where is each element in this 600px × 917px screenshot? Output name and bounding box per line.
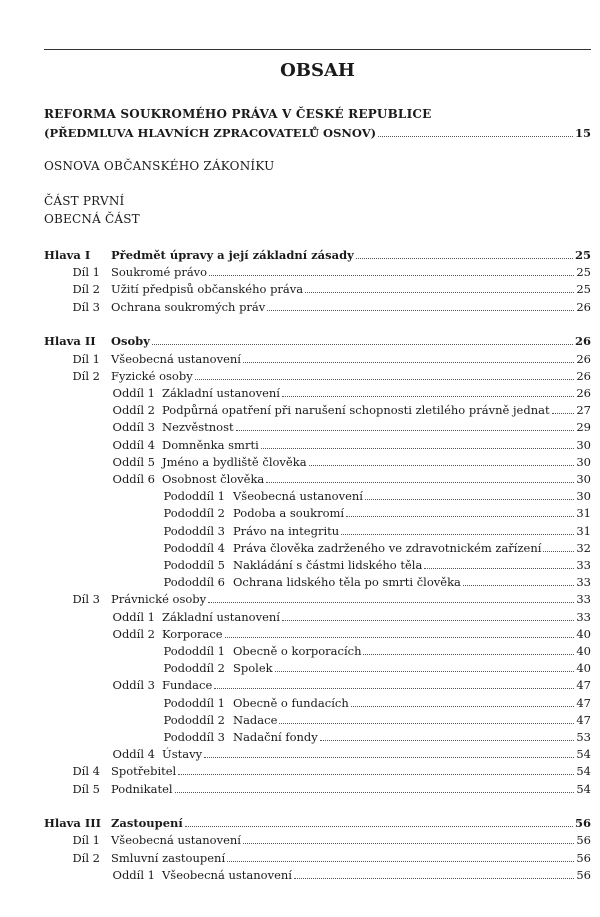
- leader-dots: [195, 369, 575, 380]
- entry-number: Pododdíl 4: [163, 540, 225, 555]
- entry-label: Všeobecná ustanovení: [233, 489, 363, 504]
- toc-entry[interactable]: [111, 333, 591, 349]
- toc-entry[interactable]: [162, 402, 591, 418]
- entry-number: Díl 3: [72, 299, 100, 314]
- entry-number: Pododdíl 6: [163, 575, 225, 590]
- leader-dots: [365, 489, 574, 500]
- page-number: 40: [576, 661, 591, 676]
- toc-entry[interactable]: [111, 299, 591, 315]
- entry-number: Oddíl 3: [112, 420, 155, 435]
- leader-dots: [351, 696, 575, 707]
- leader-dots: [309, 455, 575, 466]
- page-number: 30: [576, 471, 591, 486]
- leader-dots: [346, 506, 574, 517]
- entry-number: Oddíl 2: [112, 403, 155, 418]
- entry-number: Pododdíl 3: [163, 729, 225, 744]
- entry-number: Díl 4: [72, 764, 100, 779]
- toc-entry[interactable]: [233, 712, 591, 728]
- entry-label: Obecně o korporacích: [233, 643, 362, 658]
- leader-dots: [356, 248, 573, 259]
- entry-number: Oddíl 1: [112, 385, 155, 400]
- entry-label: Předmět úpravy a její základní zásady: [111, 248, 354, 262]
- entry-number: Pododdíl 1: [163, 489, 225, 504]
- page-number: 56: [576, 850, 591, 865]
- toc-entry[interactable]: [111, 832, 591, 848]
- toc-entry[interactable]: [233, 695, 591, 711]
- leader-dots: [243, 833, 574, 844]
- entry-number: Pododdíl 2: [163, 506, 225, 521]
- leader-dots: [275, 661, 575, 672]
- leader-dots: [261, 438, 575, 449]
- toc-entry-preface[interactable]: [44, 125, 591, 141]
- toc-entry[interactable]: [111, 763, 591, 779]
- toc-entry[interactable]: [162, 867, 591, 883]
- leader-dots: [424, 558, 574, 569]
- toc-entry[interactable]: [162, 454, 591, 470]
- leader-dots: [214, 678, 574, 689]
- leader-dots: [378, 126, 573, 137]
- entry-number: Díl 1: [72, 351, 100, 366]
- entry-label: Nezvěstnost: [162, 420, 234, 435]
- leader-dots: [152, 334, 573, 345]
- osnova-heading: OSNOVA OBČANSKÉHO ZÁKONÍKU: [44, 159, 275, 173]
- entry-number: Pododdíl 2: [163, 712, 225, 727]
- page-number: 32: [576, 540, 591, 555]
- preface-line1: REFORMA SOUKROMÉHO PRÁVA V ČESKÉ REPUBLICE: [44, 107, 432, 121]
- page-number: 29: [576, 420, 591, 435]
- page-number: 47: [576, 678, 591, 693]
- leader-dots: [363, 644, 574, 655]
- page-number: 31: [576, 523, 591, 538]
- page-number: 54: [576, 781, 591, 796]
- entry-number: Oddíl 4: [112, 437, 155, 452]
- part-heading-2: OBECNÁ ČÁST: [44, 212, 140, 226]
- entry-label: Zastoupení: [111, 816, 183, 831]
- leader-dots: [243, 352, 574, 363]
- leader-dots: [208, 592, 574, 603]
- leader-dots: [320, 730, 575, 741]
- toc-entry[interactable]: [162, 437, 591, 453]
- entry-label: Domněnka smrti: [162, 437, 259, 452]
- toc-entry[interactable]: [111, 368, 591, 384]
- entry-number: Oddíl 2: [112, 626, 155, 641]
- entry-number: Díl 1: [72, 265, 100, 280]
- page-number: 26: [574, 334, 591, 349]
- page-number: 26: [576, 299, 591, 314]
- page-number: 56: [576, 833, 591, 848]
- entry-number: Oddíl 6: [112, 471, 155, 486]
- toc-entry[interactable]: [233, 505, 591, 521]
- toc-entry[interactable]: [233, 557, 591, 573]
- toc-entry[interactable]: [233, 574, 591, 590]
- entry-label: Právnické osoby: [111, 592, 207, 607]
- leader-dots: [175, 782, 575, 793]
- entry-label: Podoba a soukromí: [233, 506, 345, 521]
- entry-label: Smluvní zastoupení: [111, 850, 226, 865]
- page-number: 56: [576, 867, 591, 882]
- toc-entry[interactable]: [111, 281, 591, 297]
- entry-label: Práva člověka zadrženého ve zdravotnickém zařízení: [233, 540, 542, 555]
- entry-number: Oddíl 3: [112, 678, 155, 693]
- entry-label: Korporace: [162, 626, 223, 641]
- entry-number: Pododdíl 5: [163, 557, 225, 572]
- entry-label: Základní ustanovení: [162, 609, 280, 624]
- page-number: 30: [576, 437, 591, 452]
- entry-number: Díl 3: [72, 592, 100, 607]
- entry-label: Soukromé právo: [111, 265, 208, 280]
- page-number: 30: [576, 489, 591, 504]
- toc-entry[interactable]: [111, 815, 591, 831]
- entry-label: Užití předpisů občanského práva: [111, 282, 304, 297]
- toc-entry[interactable]: [162, 385, 591, 401]
- page-number: 47: [576, 712, 591, 727]
- toc-entry[interactable]: [162, 419, 591, 435]
- entry-number: Pododdíl 3: [163, 523, 225, 538]
- toc-entry[interactable]: [233, 523, 591, 539]
- entry-label: Ústavy: [162, 747, 203, 762]
- entry-number: Oddíl 1: [112, 609, 155, 624]
- toc-entry[interactable]: [162, 626, 591, 642]
- leader-dots: [267, 300, 574, 311]
- leader-dots: [266, 472, 574, 483]
- entry-label: Všeobecná ustanovení: [111, 833, 241, 848]
- entry-number: Díl 5: [72, 781, 100, 796]
- page-number: 26: [576, 385, 591, 400]
- toc-entry[interactable]: [233, 660, 591, 676]
- page-number: 25: [576, 265, 591, 280]
- entry-label: Nadační fondy: [233, 729, 318, 744]
- entry-label: Podnikatel: [111, 781, 173, 796]
- leader-dots: [463, 575, 574, 586]
- page-number: 25: [576, 282, 591, 297]
- entry-label: Ochrana soukromých práv: [111, 299, 266, 314]
- leader-dots: [341, 524, 574, 535]
- leader-dots: [294, 868, 574, 879]
- page-number: 25: [574, 248, 591, 262]
- toc-entry[interactable]: [233, 643, 591, 659]
- entry-number: Díl 2: [72, 282, 100, 297]
- toc-entry[interactable]: [111, 264, 591, 280]
- entry-number: Hlava II: [44, 334, 96, 349]
- entry-label: Jméno a bydliště člověka: [162, 454, 307, 469]
- page-number: 15: [574, 126, 591, 140]
- page-number: 27: [576, 403, 591, 418]
- entry-label: Osobnost člověka: [162, 471, 265, 486]
- page-title: OBSAH: [280, 60, 355, 81]
- entry-label: Všeobecná ustanovení: [111, 351, 241, 366]
- toc-entry[interactable]: [111, 247, 591, 263]
- entry-number: Hlava III: [44, 816, 101, 831]
- toc-entry[interactable]: [233, 729, 591, 745]
- entry-label: Základní ustanovení: [162, 385, 280, 400]
- toc-entry[interactable]: [233, 488, 591, 504]
- leader-dots: [236, 420, 575, 431]
- entry-label: Obecně o fundacích: [233, 695, 349, 710]
- entry-label: Všeobecná ustanovení: [162, 867, 292, 882]
- leader-dots: [282, 610, 574, 621]
- leader-dots: [305, 282, 574, 293]
- leader-dots: [543, 541, 574, 552]
- leader-dots: [185, 816, 573, 827]
- entry-number: Díl 1: [72, 833, 100, 848]
- entry-label: Ochrana lidského těla po smrti člověka: [233, 575, 461, 590]
- toc-entry[interactable]: [111, 351, 591, 367]
- entry-number: Pododdíl 2: [163, 661, 225, 676]
- page-number: 33: [576, 557, 591, 572]
- toc-entry[interactable]: [162, 471, 591, 487]
- page-number: 26: [576, 351, 591, 366]
- entry-number: Hlava I: [44, 248, 91, 262]
- entry-number: Pododdíl 1: [163, 643, 225, 658]
- leader-dots: [225, 627, 575, 638]
- leader-dots: [227, 851, 574, 862]
- leader-dots: [209, 265, 574, 276]
- page-number: 53: [576, 729, 591, 744]
- toc-entry[interactable]: [111, 591, 591, 607]
- page-number: 40: [576, 626, 591, 641]
- entry-label: Fundace: [162, 678, 213, 693]
- page-number: 33: [576, 592, 591, 607]
- leader-dots: [279, 713, 574, 724]
- entry-label: Osoby: [111, 334, 150, 349]
- toc-entry[interactable]: [162, 677, 591, 693]
- part-heading-1: ČÁST PRVNÍ: [44, 194, 125, 208]
- page-number: 56: [574, 816, 591, 831]
- page-number: 54: [576, 747, 591, 762]
- page-number: 31: [576, 506, 591, 521]
- entry-label: Nakládání s částmi lidského těla: [233, 557, 423, 572]
- leader-dots: [204, 747, 574, 758]
- entry-number: Díl 2: [72, 368, 100, 383]
- entry-number: Pododdíl 1: [163, 695, 225, 710]
- entry-number: Oddíl 5: [112, 454, 155, 469]
- toc-entry[interactable]: [111, 781, 591, 797]
- leader-dots: [282, 386, 574, 397]
- page-number: 54: [576, 764, 591, 779]
- entry-label: Spolek: [233, 661, 273, 676]
- page-number: 26: [576, 368, 591, 383]
- entry-number: Díl 2: [72, 850, 100, 865]
- leader-dots: [552, 403, 575, 414]
- page-number: 33: [576, 609, 591, 624]
- preface-line2: (PŘEDMLUVA HLAVNÍCH ZPRACOVATELŮ OSNOV): [44, 126, 377, 140]
- entry-label: Fyzické osoby: [111, 368, 193, 383]
- top-rule: [44, 49, 591, 50]
- entry-number: Oddíl 1: [112, 867, 155, 882]
- entry-label: Podpůrná opatření při narušení schopnosti zletilého právně jednat: [162, 403, 550, 418]
- toc-entry[interactable]: [162, 746, 591, 762]
- toc-entry[interactable]: [162, 609, 591, 625]
- entry-label: Spotřebitel: [111, 764, 177, 779]
- entry-label: Nadace: [233, 712, 278, 727]
- page-number: 33: [576, 575, 591, 590]
- page-number: 40: [576, 643, 591, 658]
- page-number: 47: [576, 695, 591, 710]
- page-number: 30: [576, 454, 591, 469]
- entry-number: Oddíl 4: [112, 747, 155, 762]
- toc-entry[interactable]: [111, 850, 591, 866]
- entry-label: Právo na integritu: [233, 523, 340, 538]
- leader-dots: [178, 764, 574, 775]
- toc-entry[interactable]: [233, 540, 591, 556]
